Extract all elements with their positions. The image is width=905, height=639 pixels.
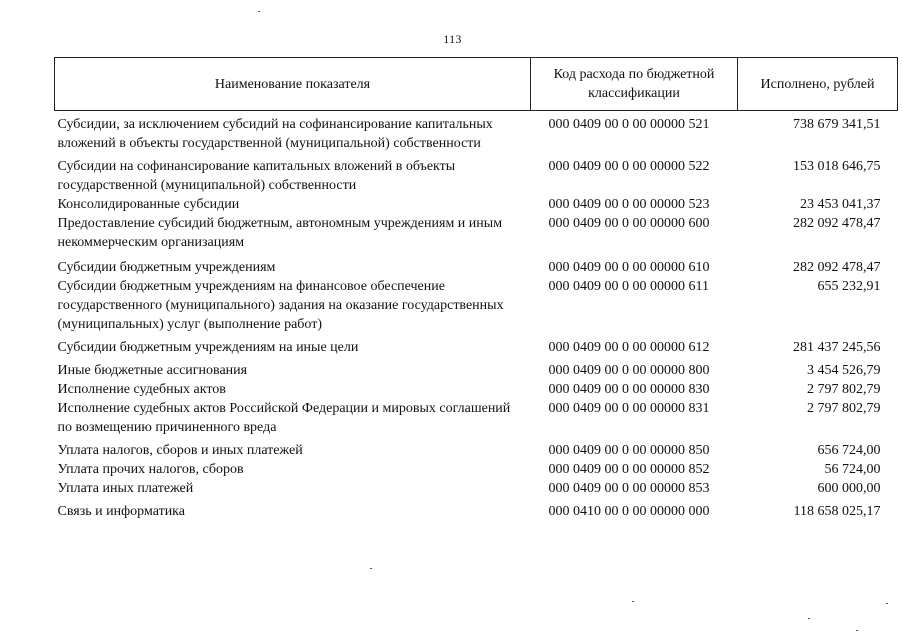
table-row — [55, 460, 898, 479]
header-executed-amount: Исполнено, рублей — [738, 58, 898, 111]
indicator-name-cell: Предоставление субсидий бюджетным, автономным учреждениям и иным некоммерческим организациям — [57, 216, 503, 250]
budget-code-cell: 000 0409 00 0 00 00000 853 — [548, 481, 710, 496]
header-row — [55, 58, 898, 111]
budget-code-cell: 000 0409 00 0 00 00000 523 — [548, 197, 710, 212]
executed-amount-cell: 282 092 478,47 — [793, 260, 881, 275]
indicator-name-cell: Субсидии бюджетным учреждениям на иные цели — [57, 340, 359, 355]
budget-code-cell: 000 0409 00 0 00 00000 611 — [548, 279, 709, 294]
executed-amount-cell: 2 797 802,79 — [807, 382, 881, 397]
executed-amount-cell: 600 000,00 — [817, 481, 881, 496]
executed-amount-cell: 3 454 526,79 — [807, 363, 881, 378]
executed-amount-cell: 656 724,00 — [817, 443, 881, 458]
indicator-name-cell: Консолидированные субсидии — [57, 197, 240, 212]
executed-amount-cell: 655 232,91 — [817, 279, 881, 294]
table-row — [55, 334, 898, 357]
budget-code-cell: 000 0409 00 0 00 00000 852 — [548, 462, 710, 477]
indicator-name-cell: Уплата налогов, сборов и иных платежей — [57, 443, 303, 458]
executed-amount-cell: 282 092 478,47 — [793, 216, 881, 231]
scan-speck — [370, 568, 372, 569]
table-row — [55, 195, 898, 214]
indicator-name-cell: Связь и информатика — [57, 504, 185, 519]
scan-speck — [632, 601, 634, 602]
table-row — [55, 254, 898, 277]
indicator-name-cell: Исполнение судебных актов Российской Федерации и мировых соглашений по возмещению причиненного вреда — [57, 401, 511, 435]
table-row — [55, 380, 898, 399]
page-number: 113 — [443, 32, 462, 46]
executed-amount-cell: 118 658 025,17 — [793, 504, 881, 519]
budget-code-cell: 000 0409 00 0 00 00000 830 — [548, 382, 710, 397]
table-row — [55, 277, 898, 334]
executed-amount-cell: 153 018 646,75 — [793, 159, 881, 174]
executed-amount-cell: 738 679 341,51 — [793, 117, 881, 132]
table-row — [55, 153, 898, 195]
budget-execution-table — [54, 57, 898, 521]
budget-code-cell: 000 0409 00 0 00 00000 522 — [548, 159, 710, 174]
indicator-name-cell: Иные бюджетные ассигнования — [57, 363, 248, 378]
executed-amount-cell: 281 437 245,56 — [793, 340, 881, 355]
table-row — [55, 214, 898, 254]
table-row — [55, 437, 898, 460]
executed-amount-cell: 2 797 802,79 — [807, 401, 881, 416]
header-indicator-name: Наименование показателя — [55, 58, 531, 111]
table-row — [55, 111, 898, 154]
indicator-name-cell: Субсидии, за исключением субсидий на софинансирование капитальных вложений в объекты государственной (муниципальной) собственности — [57, 117, 493, 151]
indicator-name-cell: Субсидии бюджетным учреждениям на финансовое обеспечение государственного (муниципального) задания на оказание государственных (муниципальных) услуг (выполнение работ) — [57, 279, 504, 332]
executed-amount-cell: 56 724,00 — [824, 462, 881, 477]
scan-speck — [258, 11, 260, 12]
header-budget-code: Код расхода по бюджетной классификации — [531, 58, 738, 111]
budget-code-cell: 000 0409 00 0 00 00000 521 — [548, 117, 710, 132]
scan-speck — [886, 603, 888, 604]
budget-code-cell: 000 0409 00 0 00 00000 612 — [548, 340, 710, 355]
indicator-name-cell: Уплата прочих налогов, сборов — [57, 462, 244, 477]
table-row — [55, 399, 898, 437]
table-row — [55, 479, 898, 498]
budget-code-cell: 000 0409 00 0 00 00000 831 — [548, 401, 710, 416]
budget-code-cell: 000 0409 00 0 00 00000 800 — [548, 363, 710, 378]
scan-speck — [808, 618, 810, 619]
table-row — [55, 357, 898, 380]
budget-code-cell: 000 0409 00 0 00 00000 850 — [548, 443, 710, 458]
indicator-name-cell: Субсидии бюджетным учреждениям — [57, 260, 276, 275]
table-row — [55, 498, 898, 521]
indicator-name-cell: Субсидии на софинансирование капитальных вложений в объекты государственной (муниципальной) собственности — [57, 159, 456, 193]
executed-amount-cell: 23 453 041,37 — [800, 197, 881, 212]
indicator-name-cell: Исполнение судебных актов — [57, 382, 226, 397]
scan-speck — [856, 630, 858, 631]
table-header — [55, 58, 898, 111]
table-body — [55, 111, 898, 522]
budget-code-cell: 000 0410 00 0 00 00000 000 — [548, 504, 710, 519]
budget-code-cell: 000 0409 00 0 00 00000 610 — [548, 260, 710, 275]
budget-code-cell: 000 0409 00 0 00 00000 600 — [548, 216, 710, 231]
indicator-name-cell: Уплата иных платежей — [57, 481, 194, 496]
